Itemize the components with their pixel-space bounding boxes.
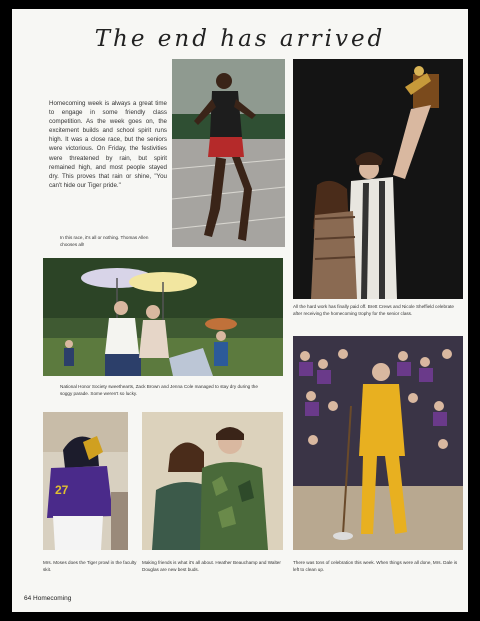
caption-trophy: All the hard work has finally paid off. Brett Crews and Nicole Sheffield celebrate after receiving the homecoming trophy for the senior class. — [293, 304, 454, 316]
photo-cleanup — [293, 336, 463, 550]
photo-runner — [172, 59, 285, 247]
yearbook-page — [12, 9, 468, 612]
photo-friends — [142, 412, 283, 550]
photo-parade — [43, 258, 283, 376]
intro-paragraph: Homecoming week is always a great time to engage in some friendly class competition. As the week goes on, the excitement builds and school spirit runs high. It was a close race, but the seniors were victorious. On Friday, the festivities were threatened by rain, but spirit remained high, and most people stayed dry. This proves that rain or shine, "You can't hide our Tiger pride." — [49, 100, 167, 189]
page-footer: 64 Homecoming — [24, 595, 72, 602]
caption-friends: Making friends is what it's all about. Heather Beauchamp and Walter Douglas are new best buds. — [142, 560, 281, 572]
caption-parade: National Honor Society sweethearts, Zack Brown and Jenna Cole managed to stay dry during the soggy parade. Some weren't so lucky. — [60, 384, 258, 396]
photo-trophy — [293, 59, 463, 299]
jersey-number: 27 — [55, 483, 69, 497]
caption-tiger: Mrs. Moses does the Tiger prowl in the faculty skit. — [43, 560, 137, 572]
photo-tiger — [43, 412, 128, 550]
caption-cleanup: There was tons of celebration this week. When things were all done, Mrs. Dale is left to clean up. — [293, 560, 458, 572]
page-title: The end has arrived — [94, 26, 386, 52]
caption-runner: In this race, it's all or nothing. Thomas Allen chooses all! — [60, 235, 149, 247]
